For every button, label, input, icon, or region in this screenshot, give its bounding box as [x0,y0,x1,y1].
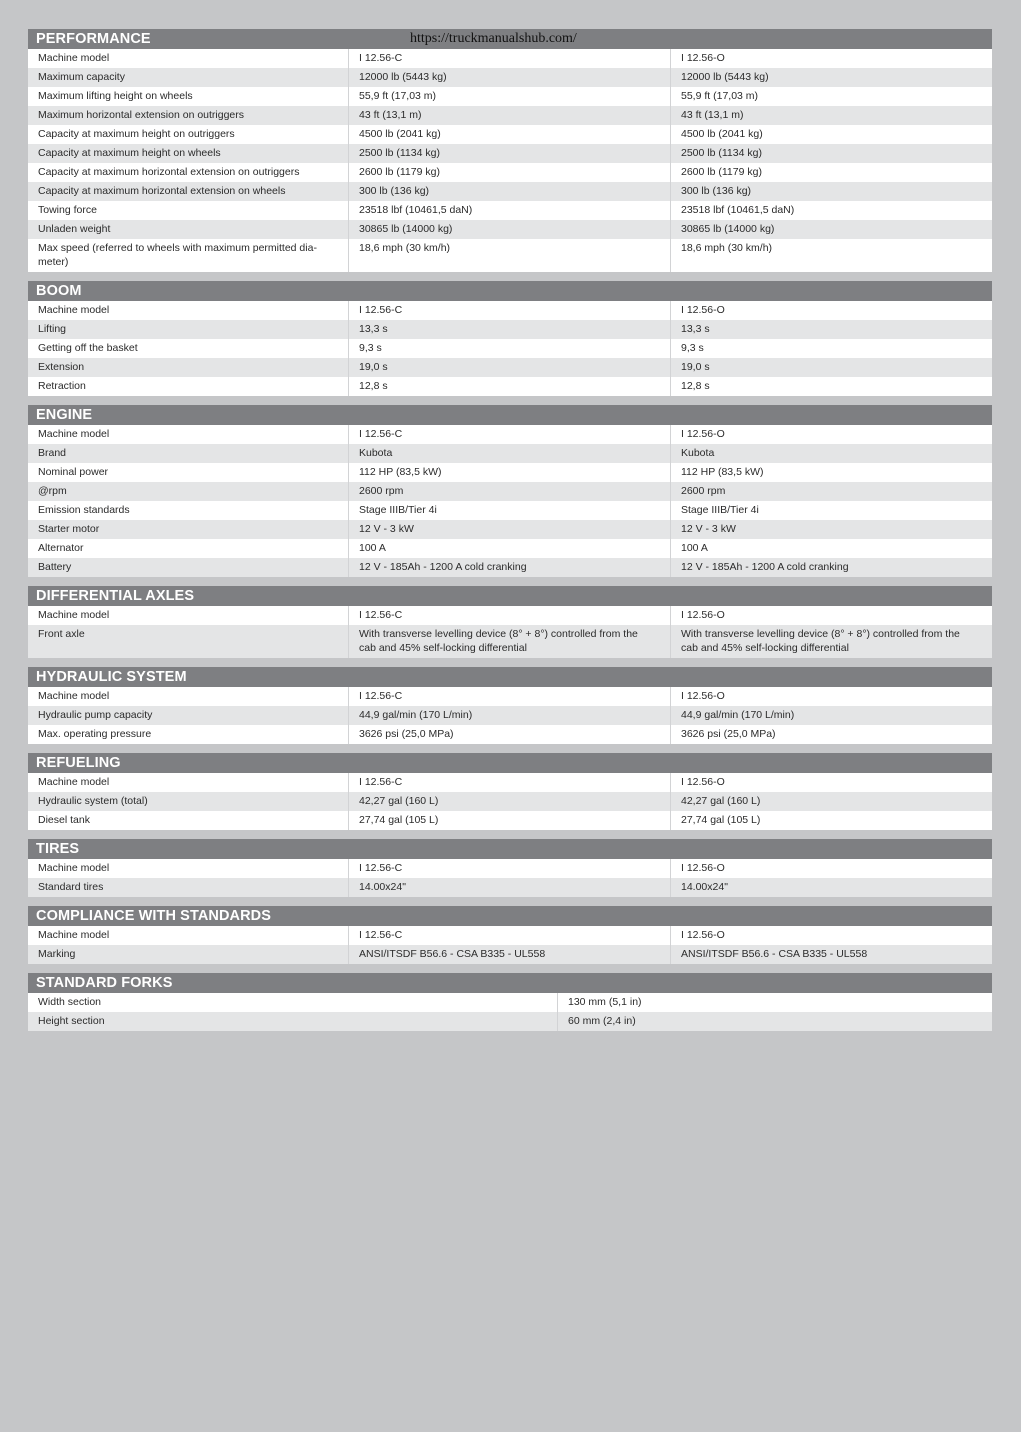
spec-label: Nominal power [28,463,349,482]
spec-value-c: I 12.56-C [349,301,671,320]
spec-row [28,49,992,68]
spec-row [28,239,992,272]
spec-value: 60 mm (2,4 in) [568,1015,636,1027]
spec-row [28,558,992,577]
spec-value-c: 9,3 s [349,339,671,358]
spec-value-o: 12,8 s [681,380,710,392]
section-header [28,281,992,301]
spec-label: Machine model [28,425,349,444]
spec-value-c: 12000 lb (5443 kg) [349,68,671,87]
section-header [28,839,992,859]
spec-value-c: 19,0 s [349,358,671,377]
section-title: BOOM [36,283,82,299]
spec-value-o: 12 V - 3 kW [681,523,736,535]
spec-row [28,625,992,658]
spec-section-boom [28,281,992,396]
spec-row [28,945,992,964]
spec-label: Max. operating pressure [28,725,349,744]
spec-value-o: 19,0 s [681,361,710,373]
spec-row [28,339,992,358]
spec-row [28,87,992,106]
spec-label: Marking [28,945,349,964]
spec-value-o: I 12.56-O [681,609,725,621]
spec-value-o: ANSI/ITSDF B56.6 - CSA B335 - UL558 [681,948,868,960]
spec-section-performance [28,29,992,272]
spec-label: Maximum horizontal extension on outriggers [28,106,349,125]
spec-value-c: 100 A [349,539,671,558]
spec-row [28,811,992,830]
spec-value-c: With transverse levelling device (8° + 8°) controlled from the cab and 45% self-locking differential [349,625,671,658]
spec-value-o: 18,6 mph (30 km/h) [681,242,773,254]
spec-row [28,106,992,125]
spec-value-o: 44,9 gal/min (170 L/min) [681,709,795,721]
section-title: COMPLIANCE WITH STANDARDS [36,908,272,924]
spec-row [28,501,992,520]
spec-label: Machine model [28,926,349,945]
section-title: DIFFERENTIAL AXLES [36,588,195,604]
spec-value-c: 12,8 s [349,377,671,396]
spec-value-o: I 12.56-O [681,690,725,702]
spec-label: Brand [28,444,349,463]
spec-label: Getting off the basket [28,339,349,358]
section-header [28,973,992,993]
spec-row [28,878,992,897]
spec-value-o: 27,74 gal (105 L) [681,814,761,826]
spec-label: Capacity at maximum horizontal extension on outriggers [28,163,349,182]
section-header [28,667,992,687]
spec-value-o: I 12.56-O [681,929,725,941]
spec-label: Lifting [28,320,349,339]
spec-label: Machine model [28,49,349,68]
spec-label: Hydraulic pump capacity [28,706,349,725]
spec-value-o: With transverse levelling device (8° + 8°) controlled from the cab and 45% self-locking differential [681,628,960,654]
spec-value-c: 23518 lbf (10461,5 daN) [349,201,671,220]
section-title: TIRES [36,841,80,857]
spec-label: Machine model [28,773,349,792]
spec-label: Max speed (referred to wheels with maximum permitted dia- meter) [28,239,349,272]
spec-label: Machine model [28,859,349,878]
spec-value-c: 2600 lb (1179 kg) [349,163,671,182]
spec-row [28,792,992,811]
spec-row [28,377,992,396]
spec-value-c: 2500 lb (1134 kg) [349,144,671,163]
spec-label: Machine model [28,301,349,320]
spec-row [28,463,992,482]
spec-value-c: 44,9 gal/min (170 L/min) [349,706,671,725]
spec-value-c: 14.00x24" [349,878,671,897]
spec-value-o: 4500 lb (2041 kg) [681,128,763,140]
spec-row [28,425,992,444]
spec-row [28,539,992,558]
spec-label: Machine model [28,687,349,706]
spec-value-c: 30865 lb (14000 kg) [349,220,671,239]
spec-label: Standard tires [28,878,349,897]
spec-value-o: 14.00x24" [681,881,728,893]
spec-value-c: 12 V - 185Ah - 1200 A cold cranking [349,558,671,577]
spec-value: 130 mm (5,1 in) [568,996,642,1008]
spec-value-o: Kubota [681,447,715,459]
spec-value-o: 3626 psi (25,0 MPa) [681,728,776,740]
spec-value-o: 300 lb (136 kg) [681,185,752,197]
spec-value-o: 112 HP (83,5 kW) [681,466,764,478]
spec-row [28,320,992,339]
spec-value-o: Stage IIIB/Tier 4i [681,504,759,516]
spec-row [28,482,992,501]
watermark-url: https://truckmanualshub.com/ [410,31,577,46]
spec-section-refueling [28,753,992,830]
spec-value-o: 9,3 s [681,342,704,354]
spec-value-o: 13,3 s [681,323,710,335]
spec-label: Starter motor [28,520,349,539]
spec-section-hydraulic-system [28,667,992,744]
spec-section-engine [28,405,992,577]
spec-label: Width section [28,993,558,1012]
spec-row [28,201,992,220]
spec-value-o: 43 ft (13,1 m) [681,109,744,121]
spec-value-c: 2600 rpm [349,482,671,501]
spec-row [28,358,992,377]
spec-value-o: I 12.56-O [681,776,725,788]
spec-row [28,993,992,1012]
spec-label: @rpm [28,482,349,501]
spec-row [28,725,992,744]
spec-value-c: 18,6 mph (30 km/h) [349,239,671,272]
spec-value-c: 4500 lb (2041 kg) [349,125,671,144]
spec-section-tires [28,839,992,897]
section-title: REFUELING [36,755,121,771]
spec-value-o: 42,27 gal (160 L) [681,795,761,807]
spec-row [28,1012,992,1031]
spec-section-standard-forks [28,973,992,1031]
spec-value-o: I 12.56-O [681,428,725,440]
spec-label: Front axle [28,625,349,658]
spec-value-c: I 12.56-C [349,687,671,706]
spec-row [28,859,992,878]
spec-value-c: 300 lb (136 kg) [349,182,671,201]
spec-value-c: 3626 psi (25,0 MPa) [349,725,671,744]
spec-value-o: 100 A [681,542,708,554]
spec-label: Maximum capacity [28,68,349,87]
spec-section-differential-axles [28,586,992,658]
section-title: PERFORMANCE [36,31,151,47]
section-header [28,906,992,926]
spec-label: Capacity at maximum horizontal extension on wheels [28,182,349,201]
spec-section-compliance-with-standards [28,906,992,964]
spec-value-o: 30865 lb (14000 kg) [681,223,775,235]
spec-label: Emission standards [28,501,349,520]
spec-label: Retraction [28,377,349,396]
spec-label: Battery [28,558,349,577]
spec-value-c: I 12.56-C [349,926,671,945]
spec-value-c: I 12.56-C [349,773,671,792]
spec-label: Hydraulic system (total) [28,792,349,811]
spec-row [28,706,992,725]
spec-label: Alternator [28,539,349,558]
spec-value-c: 43 ft (13,1 m) [349,106,671,125]
section-title: STANDARD FORKS [36,975,173,991]
spec-row [28,773,992,792]
spec-value-c: I 12.56-C [349,49,671,68]
section-header [28,586,992,606]
spec-row [28,926,992,945]
spec-label: Capacity at maximum height on outriggers [28,125,349,144]
spec-value-o: 23518 lbf (10461,5 daN) [681,204,795,216]
spec-row [28,144,992,163]
spec-value-o: I 12.56-O [681,862,725,874]
spec-value-o: 55,9 ft (17,03 m) [681,90,759,102]
spec-row [28,182,992,201]
spec-value-o: 2600 rpm [681,485,726,497]
spec-value-c: 27,74 gal (105 L) [349,811,671,830]
spec-value-o: 12000 lb (5443 kg) [681,71,769,83]
spec-value-c: 55,9 ft (17,03 m) [349,87,671,106]
section-header [28,405,992,425]
spec-label: Maximum lifting height on wheels [28,87,349,106]
spec-row [28,163,992,182]
spec-value-c: 13,3 s [349,320,671,339]
spec-row [28,125,992,144]
spec-row [28,301,992,320]
spec-value-c: Stage IIIB/Tier 4i [349,501,671,520]
spec-row [28,220,992,239]
spec-value-c: Kubota [349,444,671,463]
section-title: ENGINE [36,407,93,423]
spec-sheet [28,29,992,1040]
spec-label: Height section [28,1012,558,1031]
spec-value-c: I 12.56-C [349,606,671,625]
spec-value-c: 42,27 gal (160 L) [349,792,671,811]
spec-label: Machine model [28,606,349,625]
spec-value-o: 2500 lb (1134 kg) [681,147,762,159]
spec-row [28,606,992,625]
spec-value-c: I 12.56-C [349,859,671,878]
spec-label: Capacity at maximum height on wheels [28,144,349,163]
spec-value-o: 2600 lb (1179 kg) [681,166,762,178]
spec-label: Extension [28,358,349,377]
spec-value-c: I 12.56-C [349,425,671,444]
spec-value-o: I 12.56-O [681,52,725,64]
spec-value-c: 112 HP (83,5 kW) [349,463,671,482]
spec-value-o: I 12.56-O [681,304,725,316]
spec-value-c: ANSI/ITSDF B56.6 - CSA B335 - UL558 [349,945,671,964]
section-header [28,753,992,773]
spec-label: Towing force [28,201,349,220]
spec-value-c: 12 V - 3 kW [349,520,671,539]
spec-label: Unladen weight [28,220,349,239]
spec-row [28,520,992,539]
spec-label: Diesel tank [28,811,349,830]
spec-value-o: 12 V - 185Ah - 1200 A cold cranking [681,561,849,573]
section-header [28,29,992,49]
spec-row [28,687,992,706]
spec-row [28,444,992,463]
spec-row [28,68,992,87]
section-title: HYDRAULIC SYSTEM [36,669,187,685]
